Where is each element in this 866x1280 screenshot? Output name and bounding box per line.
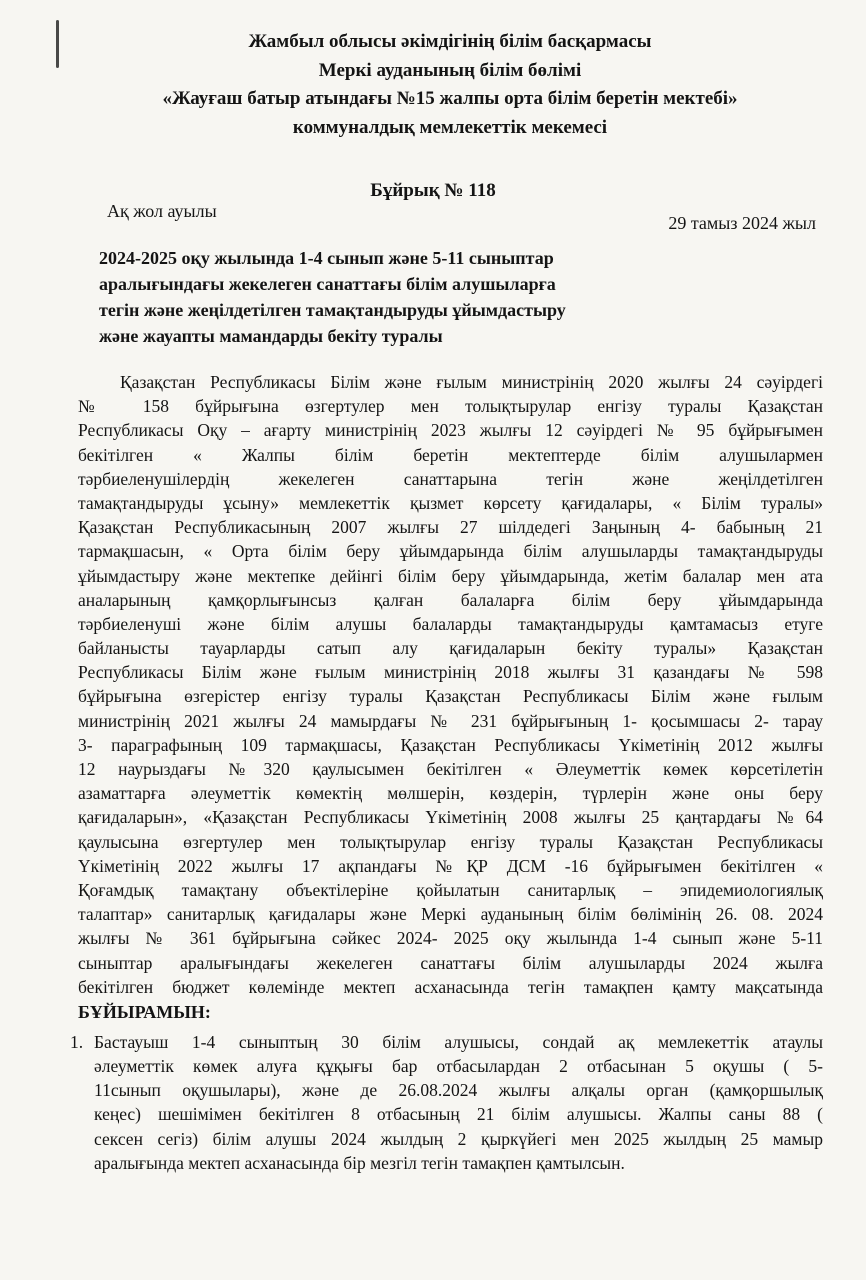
subject-line: және жауапты мамандарды бекіту туралы: [99, 326, 443, 346]
body-line: 3- параграфының 109 тармақшасы, Қазақстан Республикасы Үкіметінің 2012 жылғы: [78, 734, 823, 755]
subject-line: тегін және жеңілдетілген тамақтандыруды ұйымдастыру: [99, 300, 566, 320]
item-line: аралығында мектеп асханасында бір мезгіл тегін тамақпен қамтылсын.: [94, 1152, 625, 1173]
body-line: Үкіметінің 2022 жылғы 17 ақпандағы №ҚР ДСМ -16 бұйрығымен бекітілген «: [78, 855, 823, 876]
body-line: тәрбиеленуші және білім алушы балаларды тамақтандыруды қамтамасыз етуге: [78, 613, 823, 634]
body-line: бекітілген « Жалпы білім беретін мектептерде білім алушылармен: [78, 444, 823, 465]
document-header: [60, 28, 840, 142]
order-date: 29 тамыз 2024 жыл: [668, 213, 816, 233]
body-line: Қоғамдық тамақтану объектілеріне қойылатын санитарлық – эпидемиологиялық: [78, 879, 823, 900]
subject-line: аралығындағы жекелеген санаттағы білім алушыларға: [99, 274, 556, 294]
subject-line: 2024-2025 оқу жылында 1-4 сынып және 5-11 сыныптар: [99, 248, 554, 268]
body-line: аналарының қамқорлығынсыз қалған балаларға білім беру ұйымдарында: [78, 589, 823, 610]
body-line: тармақшасын, « Орта білім беру ұйымдарында білім алушыларды тамақтандыруды: [78, 541, 823, 562]
header-line-1: Жамбыл облысы әкімдігінің білім басқармасы: [248, 31, 652, 52]
scan-margin-mark: [56, 20, 59, 68]
item-line: Бастауыш 1-4 сыныптың 30 білім алушысы, сондай ақ мемлекеттік атаулы: [94, 1031, 823, 1052]
body-line: ұйымдастыру және мектепке дейінгі білім беру ұйымдарында, жетім балалар мен ата: [78, 565, 823, 586]
body-line: Қазақстан Республикасының 2007 жылғы 27 шілдедегі Заңының 4- бабының 21: [78, 517, 823, 538]
body-line: байланысты тауарларды сатып алу қағидаларын бекіту туралы» Қазақстан: [78, 638, 823, 659]
body-line: Республикасы Білім және ғылым министрінің 2018 жылғы 31 қазандағы № 598: [78, 662, 823, 683]
body-line: талаптар» санитарлық қағидалары және Меркі ауданының білім бөлімінің 26. 08. 2024: [78, 904, 823, 925]
body-line: бұйрығына өзгерістер енгізу туралы Қазақстан Республикасы Білім және ғылым: [78, 686, 823, 707]
order-body: [70, 370, 823, 1175]
order-place: Ақ жол ауылы: [107, 201, 217, 221]
header-line-3: «Жауғаш батыр атындағы №15 жалпы орта білім беретін мектебі»: [162, 88, 738, 109]
body-line: тәрбиеленушілердің жекелеген санаттарына тегін және жеңілдетілген: [78, 468, 823, 489]
header-line-4: коммуналдық мемлекеттік мекемесі: [292, 116, 608, 138]
body-line: қаулысына өзгертулер мен толықтырулар енгізу туралы Қазақстан Республикасы: [78, 831, 823, 852]
directive-heading: БҰЙЫРАМЫН:: [78, 1001, 211, 1022]
body-line: Республикасы Оқу – ағарту министрінің 2023 жылғы 12 сәуірдегі № 95 бұйрығымен: [78, 420, 823, 441]
item-line: әлеуметтік көмек алуға құқығы бар отбасылардан 2 отбасынан 5 оқушы ( 5-: [94, 1056, 823, 1077]
body-line: жылғы № 361 бұйрығына сәйкес 2024- 2025 оқу жылында 1-4 сынып және 5-11: [78, 928, 823, 949]
item-line: 11сынып оқушылары), және де 26.08.2024 жылғы алқалы орган (қамқоршылық: [94, 1080, 823, 1101]
order-item-1: [70, 1030, 823, 1175]
body-line: № 158 бұйрығына өзгертулер мен толықтырулар енгізу туралы Қазақстан: [78, 396, 823, 417]
item-number: 1.: [70, 1031, 84, 1052]
body-line: азаматтарға әлеуметтік көмектің мөлшерін, көздерін, түрлерін және оны беру: [78, 783, 823, 804]
body-line: бекітілген бюджет көлемінде мектеп асханасында тегін тамақпен қамту мақсатында: [78, 976, 823, 997]
order-subject: [99, 245, 659, 349]
body-line: министрінің 2021 жылғы 24 мамырдағы № 231 бұйрығының 1- қосымшасы 2- тарау: [78, 710, 823, 731]
header-line-2: Меркі ауданының білім бөлімі: [318, 59, 582, 81]
body-line: тамақтандыруды ұсыну» мемлекеттік қызмет көрсету қағидалары, « Білім туралы»: [78, 492, 823, 513]
item-line: кеңес) шешімімен бекітілген 8 отбасының 21 білім алушысы. Жалпы саны 88 (: [94, 1104, 823, 1125]
item-line: сексен сегіз) білім алушы 2024 жылдың 2 қыркүйегі мен 2025 жылдың 25 мамыр: [94, 1128, 823, 1149]
body-line: сыныптар аралығындағы жекелеген санаттағы білім алушыларды 2024 жылға: [78, 952, 823, 973]
body-line: Қазақстан Республикасы Білім және ғылым министрінің 2020 жылғы 24 сәуірдегі: [120, 372, 823, 392]
item-text: [78, 1030, 823, 1175]
order-title: Бұйрық № 118: [370, 180, 496, 201]
body-line: 12 наурыздағы №320 қаулысымен бекітілген « Әлеуметтік көмек көрсетілетін: [78, 759, 823, 779]
body-line: қағидаларын», «Қазақстан Республикасы Үкіметінің 2008 жылғы 25 қаңтардағы №64: [78, 807, 823, 828]
